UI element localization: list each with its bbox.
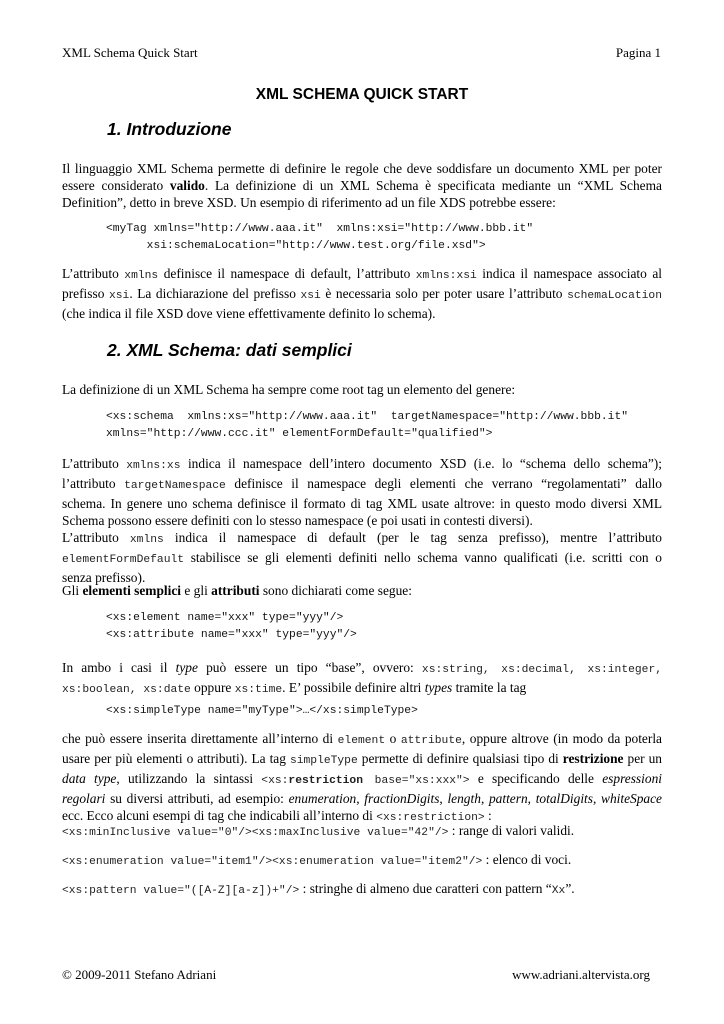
footer-website: www.adriani.altervista.org [512, 967, 650, 982]
code-block-element-attribute: <xs:element name="xxx" type="yyy"/> <xs:attribute name="xxx" type="yyy"/> [106, 612, 357, 641]
types-paragraph: In ambo i casi il type può essere un tipo “base”, ovvero: xs:string, xs:decimal, xs:integer, xs:boolean, xs:date oppure xs:time. E’ possibile definire altri types tramite la tag [62, 660, 663, 696]
namespace-paragraph: L’attributo xmlns:xs indica il namespace dell’intero documento XSD (i.e. lo “schema dello schema”); l’attributo targetNamespace definisce il namespace degli elementi che verrano “regolamentati” dallo schema. In genere uno schema definisce il formato di tag XML usate altrove: in questo modo diversi XML Schema possono essere definiti con lo stesso namespace (e poi usati in contesti diversi). L’attributo xmlns indica il namespace di default (per le tag senza prefisso), mentre l’attributo elementFormDefault stabilisce se gli elementi definiti nello schema vanno qualificati (i.e. scritti con o senza prefisso). [62, 456, 663, 585]
example-range: <xs:minInclusive value="0"/><xs:maxInclusive value="42"/> : range di valori validi. [62, 823, 575, 839]
header-left: XML Schema Quick Start [62, 45, 198, 60]
code-block-xs-schema: <xs:schema xmlns:xs="http://www.aaa.it" targetNamespace="http://www.bbb.it" xmlns="http://www.ccc.it" elementFormDefault="qualified"> [106, 411, 629, 440]
xmlns-paragraph: L’attributo xmlns definisce il namespace di default, l’attributo xmlns:xsi indica il namespace associato al prefisso xsi. La dichiarazione del prefisso xsi è necessaria solo per poter usare l’attributo schemaLocation (che indica il file XSD dove viene effettivamente definito lo schema). [62, 266, 662, 321]
footer-copyright: © 2009-2011 Stefano Adriani [62, 967, 217, 982]
example-enumeration: <xs:enumeration value="item1"/><xs:enumeration value="item2"/> : elenco di voci. [62, 852, 572, 868]
header-right: Pagina 1 [615, 45, 661, 60]
code-block-simpletype: <xs:simpleType name="myType">…</xs:simpleType> [106, 705, 418, 717]
restriction-paragraph: che può essere inserita direttamente all’interno di element o attribute, oppure altrove (in modo da poterla usare per più elementi o attributi). La tag simpleType permette di definire qualsiasi tipo di restrizione per un data type, utilizzando la sintassi <xs:restriction base="xs:xxx"> e specificando delle espressioni regolari su diversi attributi, ad esempio: enumeration, fractionDigits, length, pattern, totalDigits, whiteSpace ecc. Ecco alcuni esempi di tag che indicabili all’interno di <xs:restriction> : [62, 731, 662, 824]
section-heading-introduzione: 1. Introduzione [107, 119, 232, 139]
code-block-mytag: <myTag xmlns="http://www.aaa.it" xmlns:xsi="http://www.bbb.it" xsi:schemaLocation="http://www.test.org/file.xsd"> [106, 223, 534, 252]
root-tag-paragraph: La definizione di un XML Schema ha sempre come root tag un elemento del genere: [62, 382, 516, 397]
example-pattern: <xs:pattern value="([A-Z][a-z])+"/> : stringhe di almeno due caratteri con pattern “Xx”. [62, 881, 575, 897]
intro-paragraph: Il linguaggio XML Schema permette di definire le regole che deve soddisfare un documento XML per poter essere considerato valido. La definizione di un XML Schema è specificata mediante un “XML Schema Definition”, detto in breve XSD. Un esempio di riferimento ad un file XDS potrebbe essere: [62, 161, 662, 210]
simple-elements-paragraph: Gli elementi semplici e gli attributi sono dichiarati come segue: [62, 583, 412, 598]
section-heading-dati-semplici: 2. XML Schema: dati semplici [107, 340, 352, 360]
document-title: XML SCHEMA QUICK START [255, 86, 469, 103]
